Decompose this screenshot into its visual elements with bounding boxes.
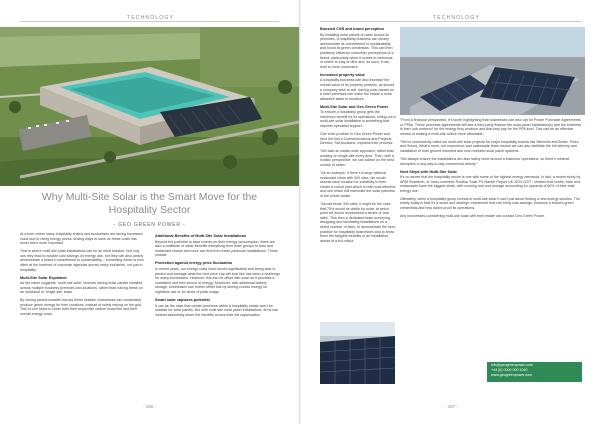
paragraph: At a time where many hospitality chains and businesses are facing increased costs due to rising energy prices, finding ways to save on these costs has never been more important. bbox=[20, 232, 143, 246]
page-number-left: - 156 - bbox=[143, 404, 157, 409]
paragraph: "We always ensure the installations are also safely done around a business' operations, so there's minimal disruption to any day-to-day commercial activity." bbox=[400, 156, 570, 166]
subheading: Increased property value bbox=[320, 72, 365, 77]
paragraph: Beyond the potential to save money on their energy consumption, there are also a multitude of wider benefits everything from hotel groups to bars and restaurant chains and more can find from these particular installations. These include: bbox=[155, 239, 278, 258]
paragraph: To ensure a hospitality group gets the maximum benefit for its operations, rolling out a multi-site solar installation is something that requires specialist support. bbox=[320, 110, 396, 129]
right-column-2 bbox=[400, 118, 582, 222]
paragraph: A hospitality business can also increase the overall value of its property portfolio, as should a company wish to sell, having solar panels on a hotel premises can make the estate a more attractive asset to investors. bbox=[320, 78, 395, 101]
left-column-2 bbox=[155, 232, 280, 321]
paragraph: "From a financial perspective, it's worth highlighting that businesses can also opt for Power Purchase Agreements or PPAs. These purchase agreements will see a third-party finance the solar panel installation(s) and the business is then 'sub-metered' for the energy they produce and that they pay for the PPA fund. This can be an effective means of making a multi-site rollout more affordable. bbox=[400, 118, 582, 136]
header-rule-right bbox=[320, 21, 582, 22]
rooftop-solar-photo bbox=[400, 27, 585, 115]
paragraph: "We've successfully rolled out multi-site solar projects for major hospitality brands like Mitchells and Butler, Pizza and Sunny. What's more, our experience and nationwide team means we can also facilitate the full delivery and installation of both ground mounted and roof-mounted solar panel systems. bbox=[400, 139, 579, 153]
aerial-hotel-photo bbox=[0, 27, 299, 186]
section-label-left: TECHNOLOGY bbox=[127, 15, 175, 21]
subheading: Multi-Site Solar Explained bbox=[20, 275, 67, 280]
right-column-1 bbox=[320, 25, 396, 247]
paragraph: It's no secret that the hospitality sector is one with some of the highest energy demands. In fact, a recent study by ARM Research, or 'nano-cosmetic Rooftop Solar PV Market Report UK 2024-2027', showed that hotels, bars and restaurants have the biggest deals, with cooking and cool storage accounting for upwards of 60% of their total energy use. bbox=[400, 175, 581, 193]
contact-box bbox=[487, 362, 582, 382]
paragraph: By installing solar panels on sites across its premises, a hospitality business can clearly demonstrate its commitment to sustainability and boost its green credentials. This can then positively influence consumer perceptions of a brand, particularly when it comes to decisions of where to stay or dine and, as such, it can lead to more customers. bbox=[320, 32, 394, 69]
subheading: Next Steps with Multi-Site Solar bbox=[400, 169, 457, 174]
subheading: Smart solar captures potential bbox=[155, 297, 210, 302]
contact-email[interactable]: info@geogreenpower.com bbox=[491, 363, 534, 367]
paragraph: Any businesses considering multi-site solar with their estate can contact Geo Green Power. bbox=[400, 214, 546, 219]
paragraph: "Across those 300 sites, it might be the case that 75% would be viable for solar, at which point we would recommend a series of 'trial sites'. This then a dedicated team surveying, designing and facilitating installations on a select number of sites, to demonstrate the best practice for hospitality businesses and to show them the tangible benefits of an installation, ahead of a full rollout. bbox=[320, 201, 395, 243]
paragraph: That is where multi-site solar installations can be an ideal solution. Not only can they lead to notable cost savings on energy use, but they can also clearly demonstrate a brand's commitment to sustainability – something which is now often at the forefront of corporate agendas across many industries, not just in hospitality. bbox=[20, 249, 144, 272]
section-label-right: TECHNOLOGY bbox=[433, 15, 481, 21]
contact-website[interactable]: www.geogreenpower.com bbox=[491, 373, 533, 377]
paragraph: By having panels installed across these estates, businesses can sustainably produce green energy for their locations, instead of solely relying on the grid. This in turn helps to lower both their respective carbon footprints and their overall energy costs. bbox=[20, 298, 142, 317]
solar-panels-photo bbox=[320, 322, 395, 384]
paragraph: As the name suggests, 'multi-site solar' involves having solar panels installed across multiple business premises and locations, rather than having these on an individual or 'single-site' basis. bbox=[20, 281, 143, 295]
page-number-right: - 157 - bbox=[445, 404, 459, 409]
paragraph: One such provider is Geo Green Power and here the firm's Communications and Projects Director, Sat Auckland, explains their process: bbox=[320, 132, 394, 146]
article-headline: Why Multi-Site Solar is the Smart Move for the Hospitality Sector bbox=[41, 191, 258, 216]
article-byline: - GEO GREEN POWER - bbox=[113, 222, 186, 228]
paragraph: In recent years, our energy costs have turned significantly and being able to predict and manage what the next price cap will look like has been a challenge for many businesses. However, this can be offset with solar as it provides a consistent and free source of energy. Moreover, with additional battery storage, businesses can further offset this by storing excess energy for nighttime use or for times of peak usage. bbox=[155, 266, 280, 294]
subheading: Multi-Site Solar and Geo Green Power bbox=[320, 104, 389, 109]
paragraph: Ultimately, when a hospitality group invests in multi-site solar it can't just about finding a new energy solution. The reality today is that it's a smart and strategic investment that can bring cost-savings, enhance a brand's green credentials and help future-proof its operations. bbox=[400, 196, 580, 211]
paragraph: It can be the case that certain premises within a hospitality estate won't be suitable for solar panels. But with multi-site solar panel installations, firms can instead essentially share the benefits across their full organisation. bbox=[155, 303, 279, 317]
contact-phone: +44 (0) 0000 000 1040 bbox=[491, 368, 528, 372]
left-column-1 bbox=[20, 232, 144, 320]
subheading: Boosted CSR and brand perception bbox=[320, 27, 385, 31]
header-rule-left bbox=[20, 21, 279, 22]
subheading: Additional Benefits of Multi-Site Solar Installations bbox=[155, 234, 247, 238]
subheading: Protection against energy price fluctuation bbox=[155, 261, 233, 266]
paragraph: "As an example, if there's a large national restaurant chain with 300 sites, we would assess each location for suitability to then create a cohort plan which is both cost-effective and one which will maximise the solar potential of the whole estate. bbox=[320, 170, 396, 198]
paragraph: "We take an estate-wide approach, rather than working on single-site every-time. Then, with a holistic perspective, we can advise on the best course of action. bbox=[320, 149, 395, 167]
